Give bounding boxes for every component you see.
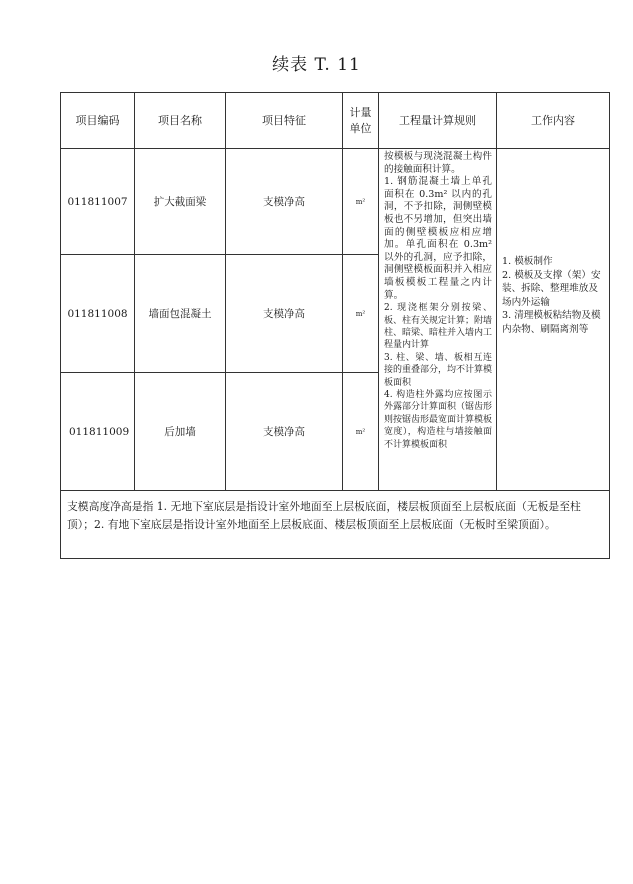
header-rule: 工程量计算规则 (379, 93, 497, 149)
note-text: 支模高度净高是指 1. 无地下室底层是指设计室外地面至上层板底面，楼层板顶面至上层板底面（无板是至柱顶）；2. 有地下室底层是指设计室外地面至上层板底面、楼层板顶面至上层板底面（无板时至梁顶面）。 (61, 491, 610, 559)
work-item: 1. 模板制作 (502, 256, 553, 267)
header-unit (343, 93, 379, 149)
row-code: 011811007 (61, 149, 135, 255)
row-feature: 支模净高 (226, 255, 343, 373)
row-name: 扩大截面梁 (135, 149, 226, 255)
rule-cell (379, 149, 497, 491)
header-row (61, 93, 610, 149)
work-cell (497, 149, 610, 491)
note-row (61, 491, 610, 559)
header-code: 项目编码 (61, 93, 135, 149)
row-unit: m² (343, 149, 379, 255)
table-row (61, 149, 610, 255)
row-feature: 支模净高 (226, 149, 343, 255)
item-table (60, 92, 610, 559)
header-name: 项目名称 (135, 93, 226, 149)
row-code: 011811008 (61, 255, 135, 373)
work-item: 3. 清理模板粘结物及模内杂物、刷隔离剂等 (502, 310, 601, 335)
row-unit: m² (343, 373, 379, 491)
row-name: 后加墙 (135, 373, 226, 491)
row-name: 墙面包混凝土 (135, 255, 226, 373)
row-feature: 支模净高 (226, 373, 343, 491)
header-unit-line1: 计量 (349, 105, 372, 119)
row-code: 011811009 (61, 373, 135, 491)
work-item: 2. 模板及支撑（架）安装、拆除、整理堆放及场内外运输 (502, 269, 601, 308)
rule-paragraph: 按模板与现浇混凝土构件的接触面积计算。 (384, 151, 492, 175)
rule-paragraph: 2. 现浇框架分别按梁、板、柱有关规定计算；附墙柱、暗梁、暗柱并入墙内工程量内计算 (384, 303, 493, 351)
page-title: 续表 T. 11 (272, 55, 361, 75)
rule-paragraph: 3. 柱、梁、墙、板相互连接的重叠部分，均不计算模板面积 (384, 352, 493, 388)
row-unit: m² (343, 255, 379, 373)
header-feature: 项目特征 (226, 93, 343, 149)
rule-paragraph: 4. 构造柱外露均应按图示外露部分计算面积（锯齿形则按锯齿形最宽面计算模板宽度），构造柱与墙接触面不计算模板面积 (384, 389, 493, 450)
header-work: 工作内容 (497, 93, 610, 149)
header-unit-line2: 单位 (349, 121, 372, 135)
rule-paragraph: 1. 钢筋混凝土墙上单孔面积在 0.3m² 以内的孔洞，不予扣除，洞侧壁模板也不另增加，但突出墙面的侧壁模板应相应增加。单孔面积在 0.3m² 以外的孔洞，应予扣除，洞侧壁模板面积并入相应墙板模板工程量之内计算。 (384, 176, 492, 301)
